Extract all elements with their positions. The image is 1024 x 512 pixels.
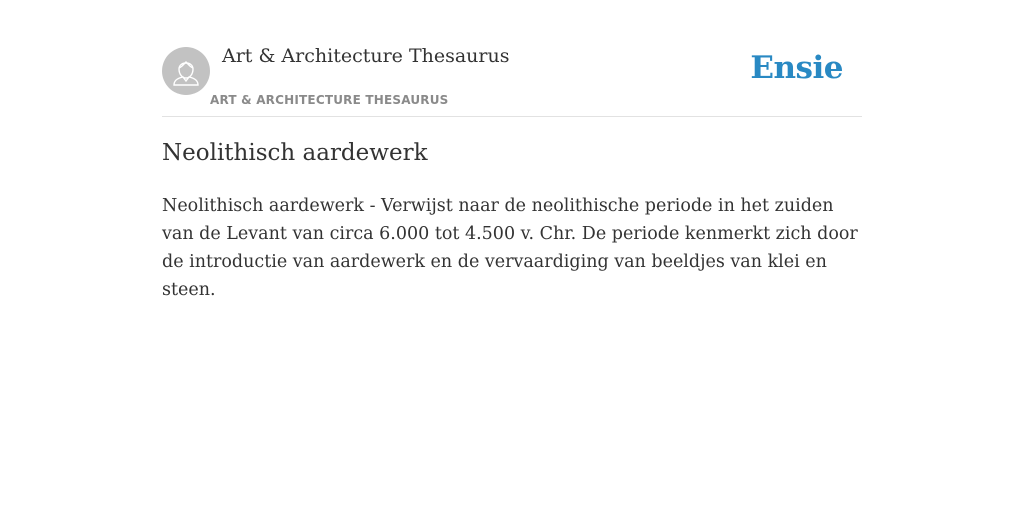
page-container: [162, 0, 862, 300]
entry-body: Neolithisch aardewerk - Verwijst naar de neolithische periode in het zuiden van de Levant van circa 6.000 tot 4.500 v. Chr. De periode kenmerkt zich door de introductie van aardewerk en de vervaardiging van beeldjes van klei en steen.: [162, 196, 858, 300]
user-icon: [162, 47, 210, 95]
source-caption[interactable]: ART & ARCHITECTURE THESAURUS: [210, 93, 449, 107]
entry-title: Neolithisch aardewerk: [162, 140, 428, 166]
avatar[interactable]: [162, 47, 210, 95]
source-header: [162, 0, 862, 117]
source-title[interactable]: Art & Architecture Thesaurus: [222, 45, 510, 67]
ensie-logo[interactable]: Ensie: [750, 50, 843, 86]
